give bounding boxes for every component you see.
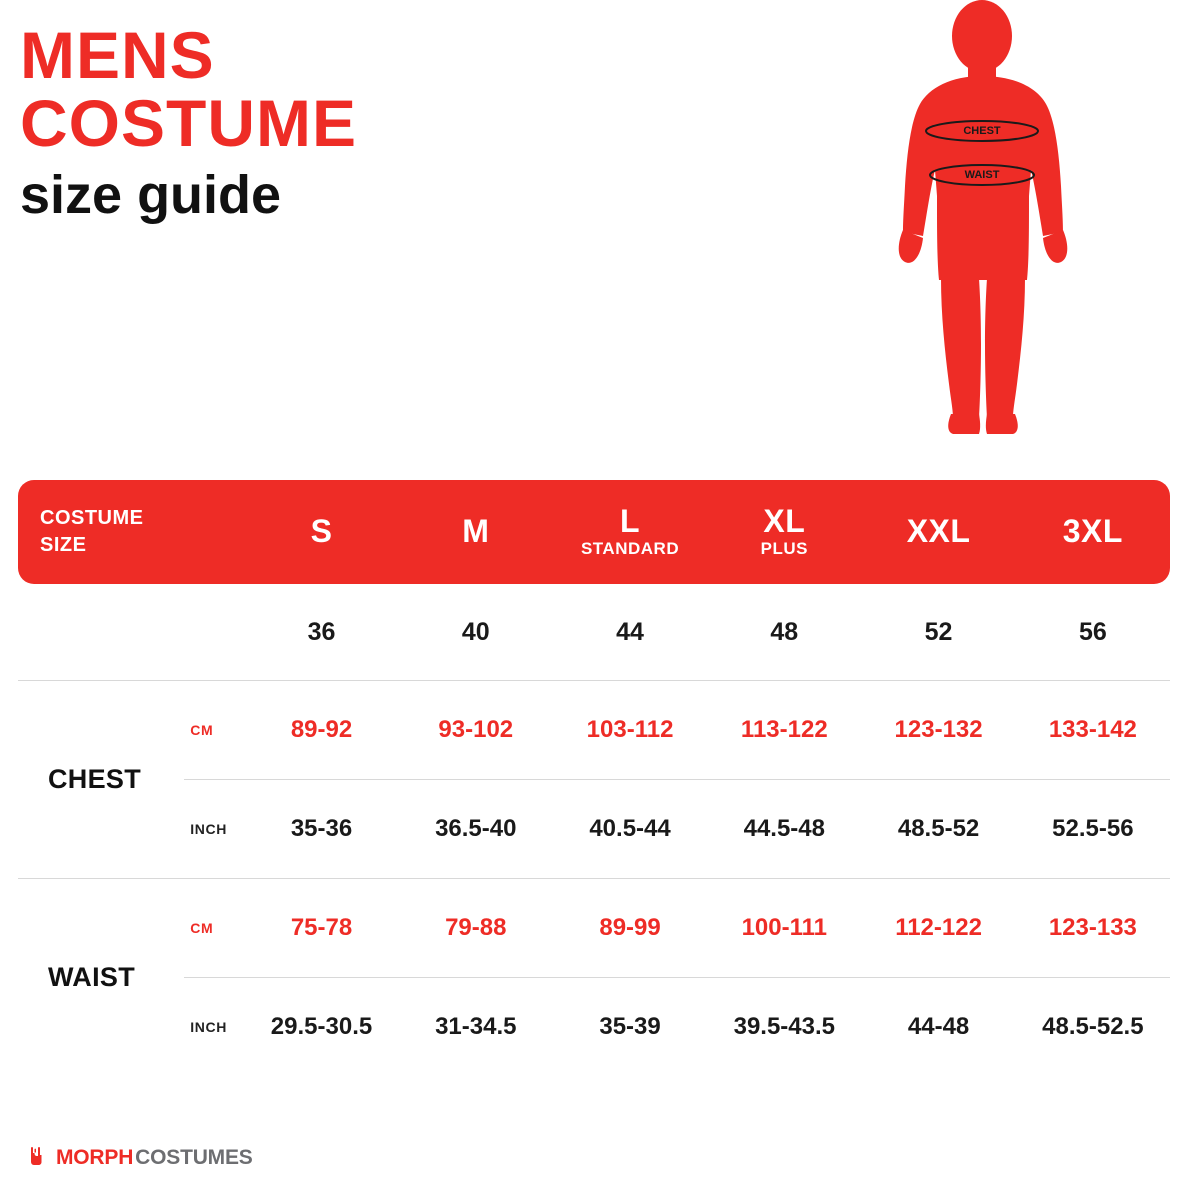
chest-cm-m: 93-102 (399, 681, 553, 780)
unit-label-chest-inch: INCH (184, 780, 244, 879)
chest-cm-l: 103-112 (553, 681, 707, 780)
column-header-m-main: M (462, 513, 490, 550)
column-header-l-main: L (620, 503, 641, 539)
chest-cm-s: 89-92 (244, 681, 398, 780)
numeric-size-row-label (18, 584, 244, 681)
unit-label-chest-cm: CM (184, 681, 244, 780)
title-line-1: MENS (20, 18, 215, 92)
waist-inch-xl: 39.5-43.5 (707, 978, 861, 1077)
chest-inch-xxl: 48.5-52 (861, 780, 1015, 879)
title-line-2: COSTUME (20, 85, 357, 160)
numeric-size-row (18, 584, 1170, 681)
header (0, 0, 1189, 470)
chest-cm-xl: 113-122 (707, 681, 861, 780)
waist-cm-xl: 100-111 (707, 879, 861, 978)
figure-waist-label: WAIST (964, 169, 1000, 181)
corner-label-line-1: COSTUME (40, 507, 144, 529)
table-header-row (18, 480, 1170, 584)
male-body-silhouette (867, 0, 1097, 440)
table-row (18, 978, 1170, 1077)
waist-inch-s: 29.5-30.5 (244, 978, 398, 1077)
chest-cm-xxl: 123-132 (861, 681, 1015, 780)
column-header-xxl (861, 480, 1015, 584)
column-header-3xl (1016, 480, 1170, 584)
waist-inch-m: 31-34.5 (399, 978, 553, 1077)
column-header-l (553, 480, 707, 584)
column-header-xl-main: XL (763, 503, 806, 539)
waist-cm-xxl: 112-122 (861, 879, 1015, 978)
table-row (18, 879, 1170, 978)
chest-cm-3xl: 133-142 (1016, 681, 1170, 780)
column-header-s-main: S (310, 513, 333, 550)
table-row (18, 681, 1170, 780)
numeric-size-3xl: 56 (1078, 617, 1107, 646)
corner-label-line-2: SIZE (40, 534, 87, 556)
brand-logo (28, 1143, 253, 1172)
waist-cm-m: 79-88 (399, 879, 553, 978)
column-header-xl-sub: PLUS (760, 538, 808, 558)
column-header-xxl-main: XXL (906, 513, 971, 550)
chest-inch-xl: 44.5-48 (707, 780, 861, 879)
chest-inch-3xl: 52.5-56 (1016, 780, 1170, 879)
column-header-xl (707, 480, 861, 584)
size-guide-table (18, 480, 1170, 1076)
column-header-s (244, 480, 398, 584)
numeric-size-l: 44 (616, 617, 644, 646)
logo-text-secondary: COSTUMES (135, 1145, 253, 1169)
chest-inch-l: 40.5-44 (553, 780, 707, 879)
table-row (18, 780, 1170, 879)
column-header-m (399, 480, 553, 584)
chest-inch-s: 35-36 (244, 780, 398, 879)
chest-inch-m: 36.5-40 (399, 780, 553, 879)
numeric-size-s: 36 (307, 617, 336, 646)
corner-label-cell (18, 480, 244, 584)
numeric-size-xxl: 52 (924, 617, 953, 646)
unit-label-waist-cm: CM (184, 879, 244, 978)
waist-cm-s: 75-78 (244, 879, 398, 978)
title-subtitle: size guide (20, 164, 282, 225)
row-label-chest: CHEST (18, 681, 184, 879)
column-header-l-sub: STANDARD (580, 538, 680, 558)
waist-inch-xxl: 44-48 (861, 978, 1015, 1077)
column-header-3xl-main: 3XL (1062, 513, 1123, 550)
page-title (20, 18, 357, 225)
logo-text-primary: MORPH (56, 1145, 134, 1169)
horns-hand-icon (28, 1143, 52, 1172)
waist-inch-l: 35-39 (553, 978, 707, 1077)
unit-label-waist-inch: INCH (184, 978, 244, 1077)
waist-cm-l: 89-99 (553, 879, 707, 978)
numeric-size-m: 40 (461, 617, 490, 646)
figure-chest-label: CHEST (963, 125, 1001, 137)
row-label-waist: WAIST (18, 879, 184, 1077)
waist-inch-3xl: 48.5-52.5 (1016, 978, 1170, 1077)
numeric-size-xl: 48 (770, 617, 799, 646)
waist-cm-3xl: 123-133 (1016, 879, 1170, 978)
